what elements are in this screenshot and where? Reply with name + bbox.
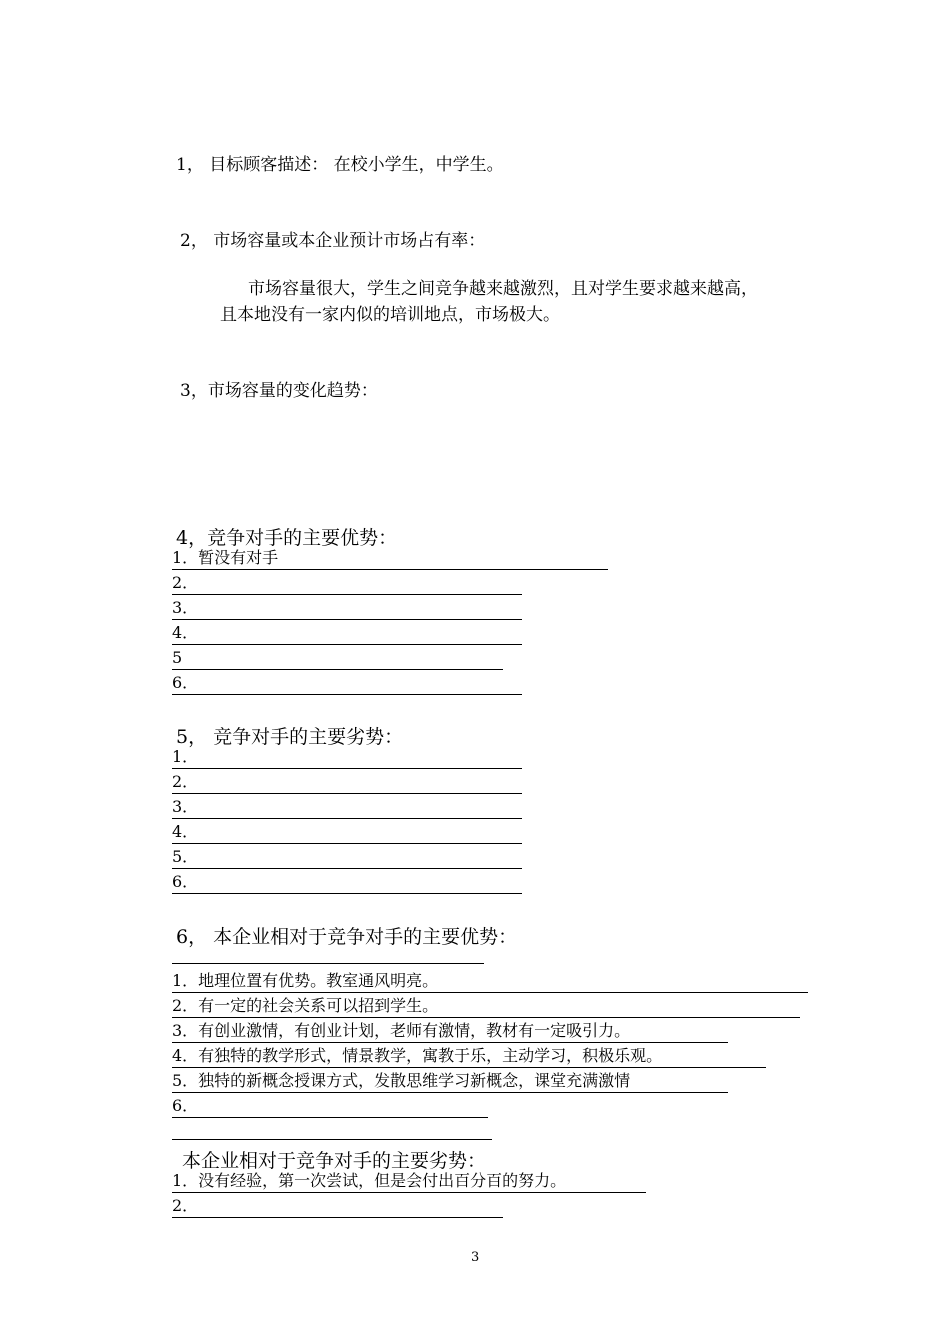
section-2-paragraph-line-2: 且本地没有一家内似的培训地点，市场极大。	[220, 305, 560, 325]
section-5-item-4: 4．	[172, 821, 522, 844]
section-2-paragraph-line-1: 市场容量很大，学生之间竞争越来越激烈，且对学生要求越来越高，	[248, 279, 758, 299]
page-number: 3	[471, 1250, 480, 1265]
section-4-item-5: 5	[172, 647, 503, 670]
section-5-item-6: 6．	[172, 871, 522, 894]
section-6-item-2: 2．有一定的社会关系可以招到学生。	[172, 995, 800, 1018]
section-7-item-1: 1．没有经验，第一次尝试，但是会付出百分百的努力。	[172, 1170, 646, 1193]
section-7-heading: 本企业相对于竞争对手的主要劣势：	[182, 1150, 487, 1172]
section-4-item-6: 6．	[172, 672, 522, 695]
section-5-item-1: 1．	[172, 746, 522, 769]
section-6-item-1: 1．地理位置有优势。教室通风明亮。	[172, 970, 808, 993]
section-6-divider	[172, 963, 484, 964]
section-5-item-3: 3．	[172, 796, 522, 819]
section-6-item-4: 4．有独特的教学形式，情景教学，寓教于乐，主动学习，积极乐观。	[172, 1045, 766, 1068]
section-2-heading: 2， 市场容量或本企业预计市场占有率：	[180, 231, 486, 251]
section-4-heading: 4，竞争对手的主要优势：	[176, 527, 398, 549]
section-7-item-2: 2．	[172, 1195, 503, 1218]
section-6-heading: 6， 本企业相对于竞争对手的主要优势：	[176, 926, 518, 948]
section-4-item-1: 1．暂没有对手	[172, 547, 608, 570]
section-6-item-3: 3．有创业激情，有创业计划，老师有激情，教材有一定吸引力。	[172, 1020, 728, 1043]
section-5-item-2: 2．	[172, 771, 522, 794]
section-6-item-5: 5．独特的新概念授课方式，发散思维学习新概念，课堂充满激情	[172, 1070, 728, 1093]
section-5-item-5: 5．	[172, 846, 522, 869]
section-4-item-4: 4．	[172, 622, 522, 645]
section-4-item-3: 3．	[172, 597, 522, 620]
section-6-item-6: 6．	[172, 1095, 488, 1118]
section-4-item-2: 2．	[172, 572, 522, 595]
section-1-target-customers: 1， 目标顾客描述： 在校小学生，中学生。	[176, 155, 504, 175]
section-5-heading: 5， 竞争对手的主要劣势：	[176, 726, 404, 748]
section-3-heading: 3，市场容量的变化趋势：	[180, 381, 378, 401]
section-7-divider	[172, 1139, 492, 1140]
